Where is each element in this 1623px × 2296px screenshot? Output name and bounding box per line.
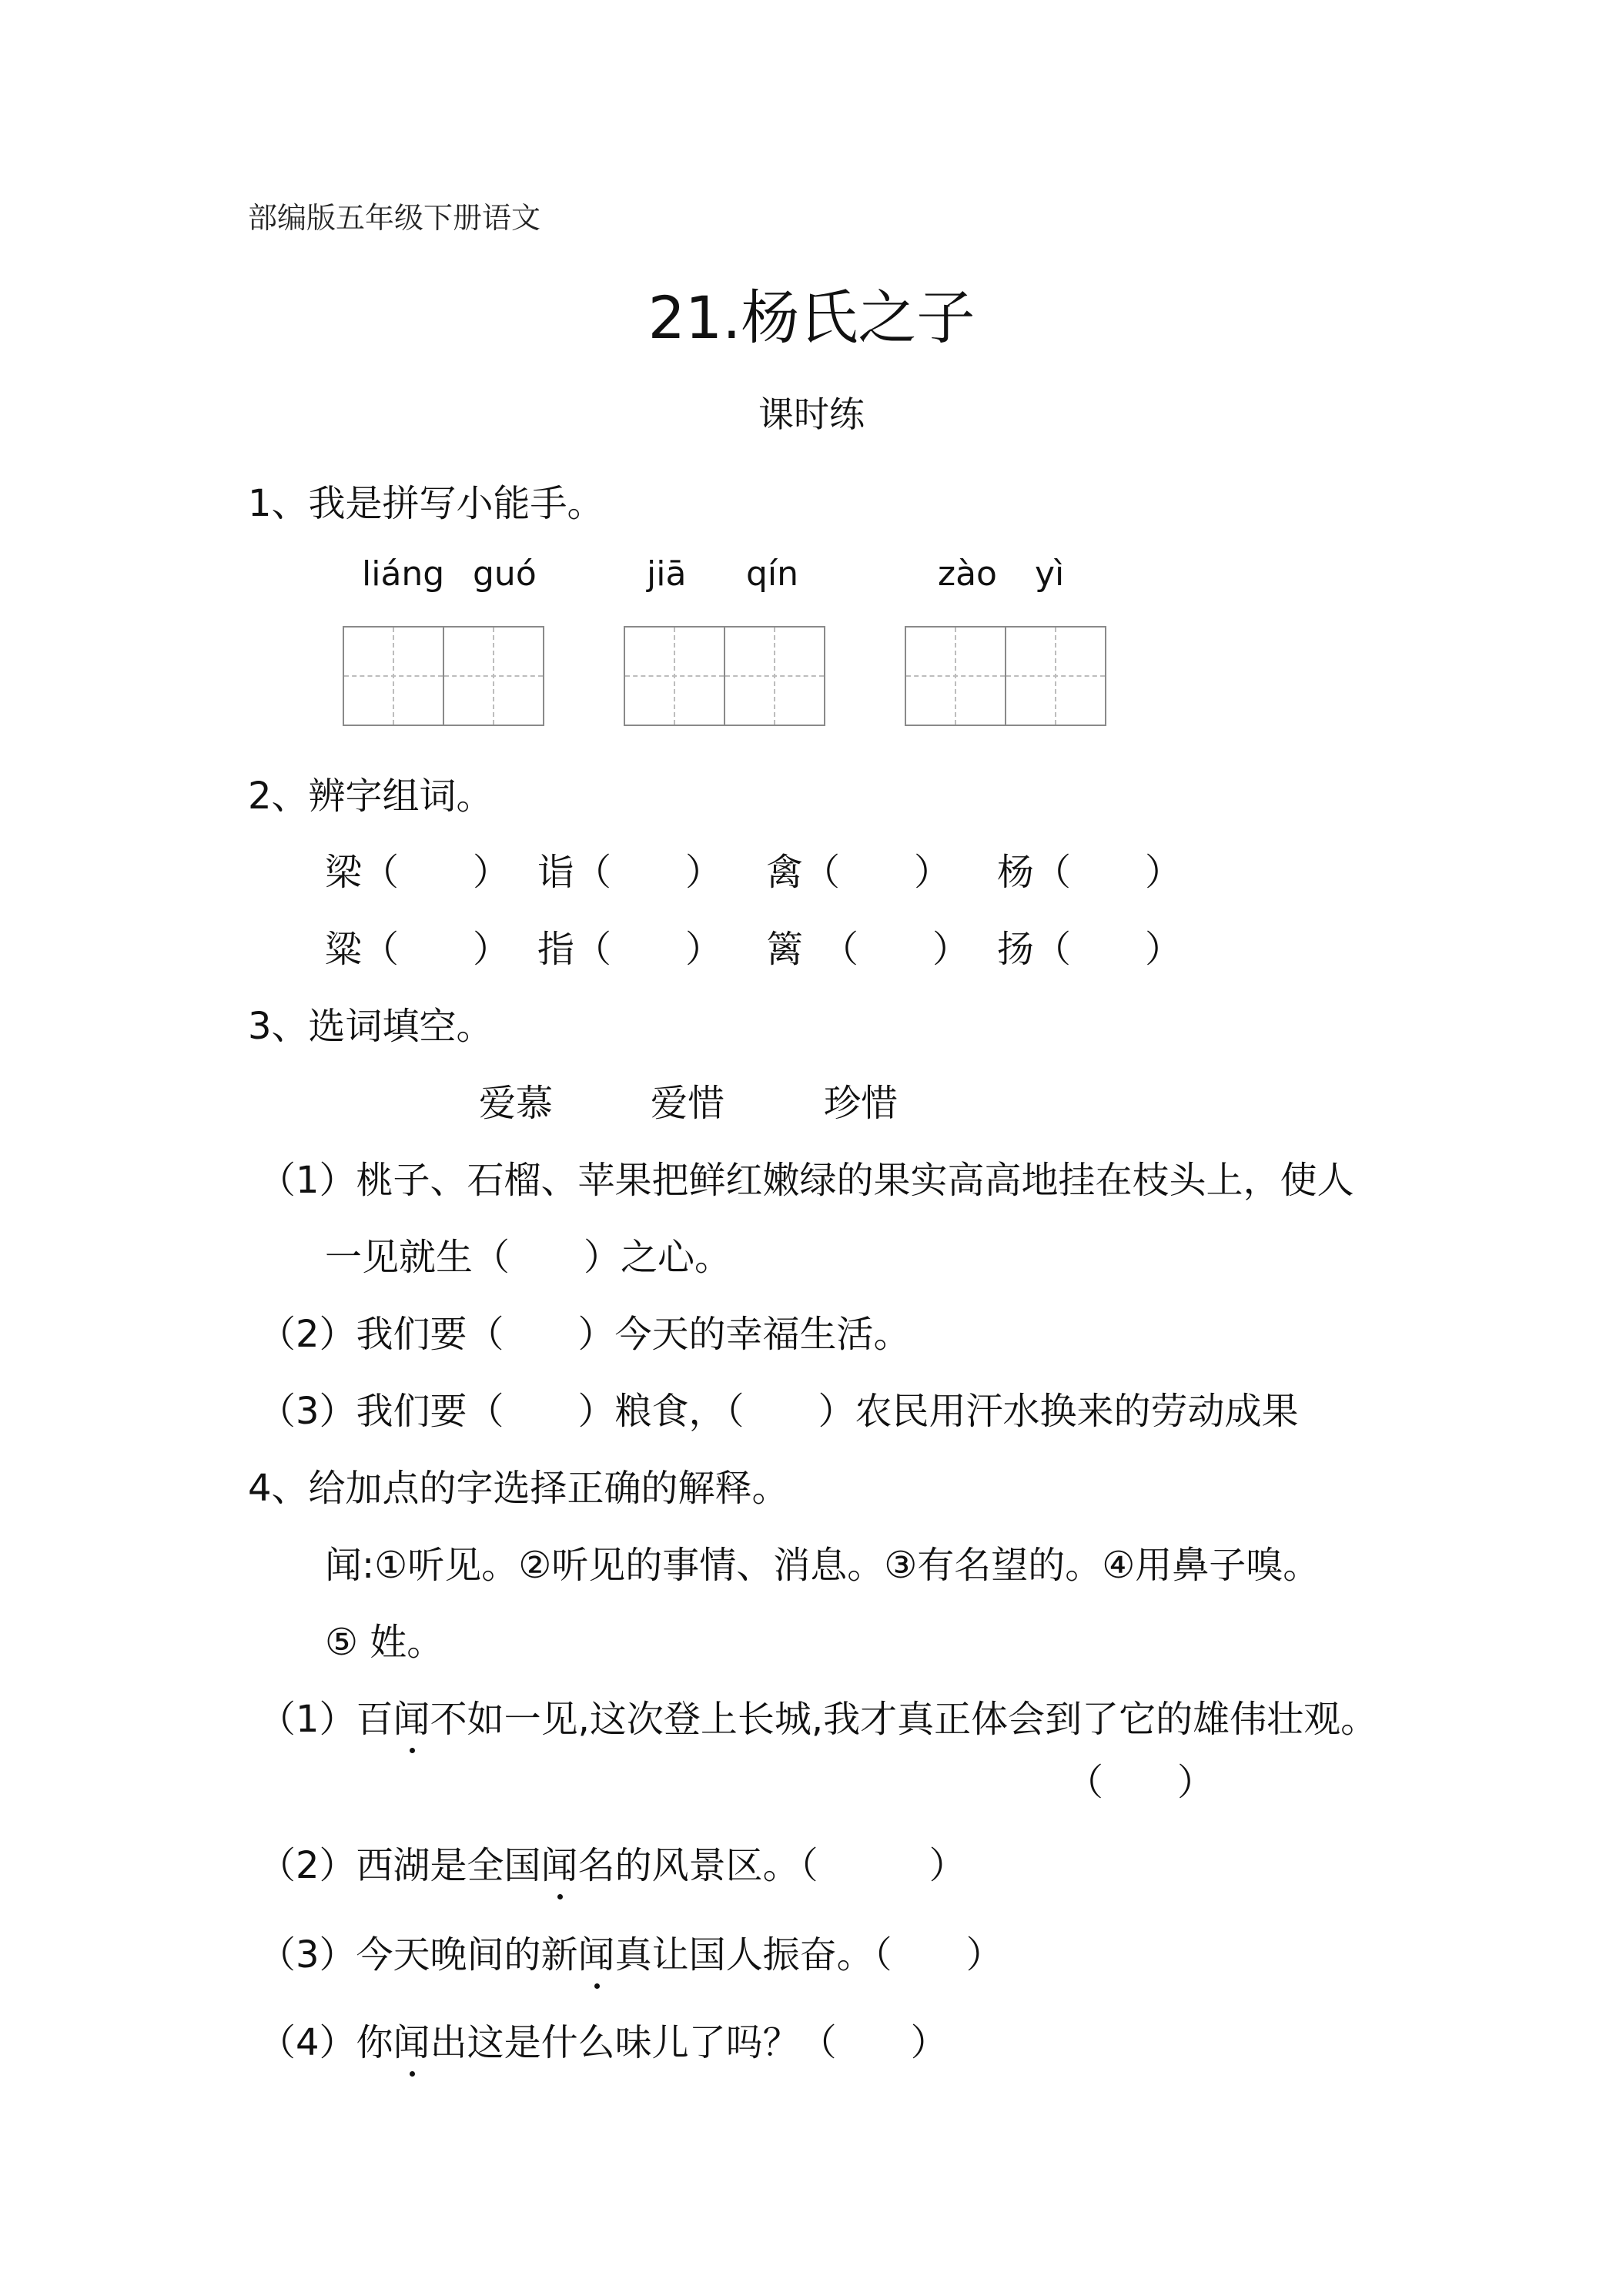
q3-label: 3、选词填空。	[248, 1005, 494, 1048]
q4-sentence-3: （3）今天晚间的新闻真让国人振奋。（ ）	[259, 1925, 1003, 1978]
dotted-character: 闻	[541, 1836, 578, 1889]
grid-cell[interactable]	[444, 628, 543, 725]
q2-row2-item3: 篱 （ ）	[766, 928, 970, 971]
dotted-character: 闻	[393, 2013, 430, 2066]
q4-sentence-1: （1）百闻不如一见,这次登上长城,我才真正体会到了它的雄伟壮观。	[259, 1689, 1377, 1742]
grid-cell[interactable]	[725, 628, 824, 725]
grid-cell[interactable]	[906, 628, 1006, 725]
q3-sentence-1b: 一见就生（ ）之心。	[325, 1236, 732, 1279]
q2-row1-item1: 梁（ ）	[325, 851, 510, 894]
pinyin-1b: guó	[473, 554, 537, 594]
q3-sentence-1a: （1）桃子、石榴、苹果把鲜红嫩绿的果实高高地挂在枝头上，使人	[259, 1159, 1354, 1202]
q2-row1-item4: 杨（ ）	[997, 851, 1183, 894]
document-header: 部编版五年级下册语文	[248, 201, 541, 235]
writing-grid-2[interactable]	[624, 626, 825, 726]
q2-row2-item2: 指（ ）	[537, 928, 723, 971]
q3-option-3: 珍惜	[824, 1082, 899, 1125]
q2-row1-item3: 禽（ ）	[766, 851, 952, 894]
pinyin-3a: zào	[938, 554, 997, 594]
writing-grid-3[interactable]	[905, 626, 1106, 726]
lesson-subtitle: 课时练	[758, 393, 865, 435]
q3-option-2: 爱惜	[651, 1082, 725, 1125]
writing-grid-1[interactable]	[343, 626, 544, 726]
q4-definitions-1: 闻:①听见。②听见的事情、消息。③有名望的。④用鼻子嗅。	[325, 1544, 1320, 1587]
q2-row2-item1: 粱（ ）	[325, 928, 510, 971]
pinyin-3b: yì	[1035, 554, 1065, 594]
q4-definitions-2: ⑤ 姓。	[325, 1621, 444, 1664]
q4-answer-blank-1[interactable]: （ ）	[1066, 1761, 1215, 1804]
q2-row1-item2: 诣（ ）	[537, 851, 723, 894]
q3-sentence-3: （3）我们要（ ）粮食，（ ）农民用汗水换来的劳动成果	[259, 1390, 1299, 1433]
q2-row2-item4: 扬（ ）	[997, 928, 1183, 971]
grid-cell[interactable]	[344, 628, 444, 725]
q3-option-1: 爱慕	[479, 1082, 554, 1125]
grid-cell[interactable]	[625, 628, 725, 725]
pinyin-2a: jiā	[647, 554, 687, 594]
q1-label: 1、我是拼写小能手。	[248, 482, 604, 525]
dotted-character: 闻	[393, 1689, 430, 1742]
pinyin-1a: liáng	[362, 554, 445, 594]
q4-label: 4、给加点的字选择正确的解释。	[248, 1467, 789, 1510]
q2-label: 2、辨字组词。	[248, 775, 494, 818]
lesson-title: 21.杨氏之子	[648, 283, 975, 352]
pinyin-2b: qín	[746, 554, 799, 594]
q4-sentence-4: （4）你闻出这是什么味儿了吗？（ ）	[259, 2013, 948, 2066]
grid-cell[interactable]	[1006, 628, 1105, 725]
dotted-character: 闻	[578, 1925, 615, 1978]
q4-sentence-2: （2）西湖是全国闻名的风景区。（ ）	[259, 1836, 966, 1889]
q3-sentence-2: （2）我们要（ ）今天的幸福生活。	[259, 1313, 911, 1356]
